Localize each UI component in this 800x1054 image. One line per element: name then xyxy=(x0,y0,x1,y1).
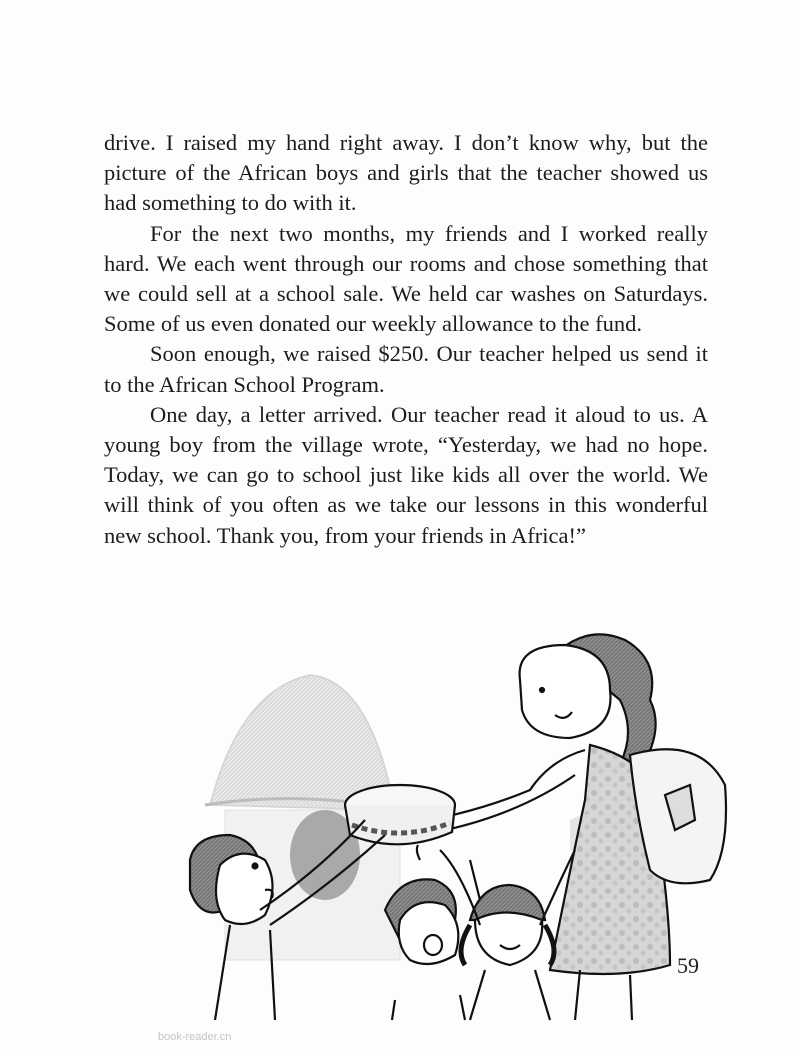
round-box xyxy=(345,785,455,844)
paragraph-2: For the next two months, my friends and I worked really hard. We each went through our rooms and chose something that we could sell at a school sale. We held car washes on Saturdays. Some of us even donated our weekly allowance to the fund. xyxy=(104,220,708,337)
paragraph-1: drive. I raised my hand right away. I don’t know why, but the picture of the African boys and girls that the teacher showed us had something to do with it. xyxy=(104,130,708,216)
paragraph-4: One day, a letter arrived. Our teacher read it aloud to us. A young boy from the village wrote, “Yesterday, we had no hope. Today, we can go to school just like kids all over the world. We will think of you often as we take our lessons in this wonderful new school. Thank you, from your friends in Africa!” xyxy=(104,401,708,548)
story-text xyxy=(104,128,708,551)
watermark: book-reader.cn xyxy=(158,1031,232,1043)
girl-with-pigtails xyxy=(440,850,575,1020)
paragraph-3: Soon enough, we raised $250. Our teacher helped us send it to the African School Program. xyxy=(104,341,708,397)
page-number: 59 xyxy=(677,953,699,978)
